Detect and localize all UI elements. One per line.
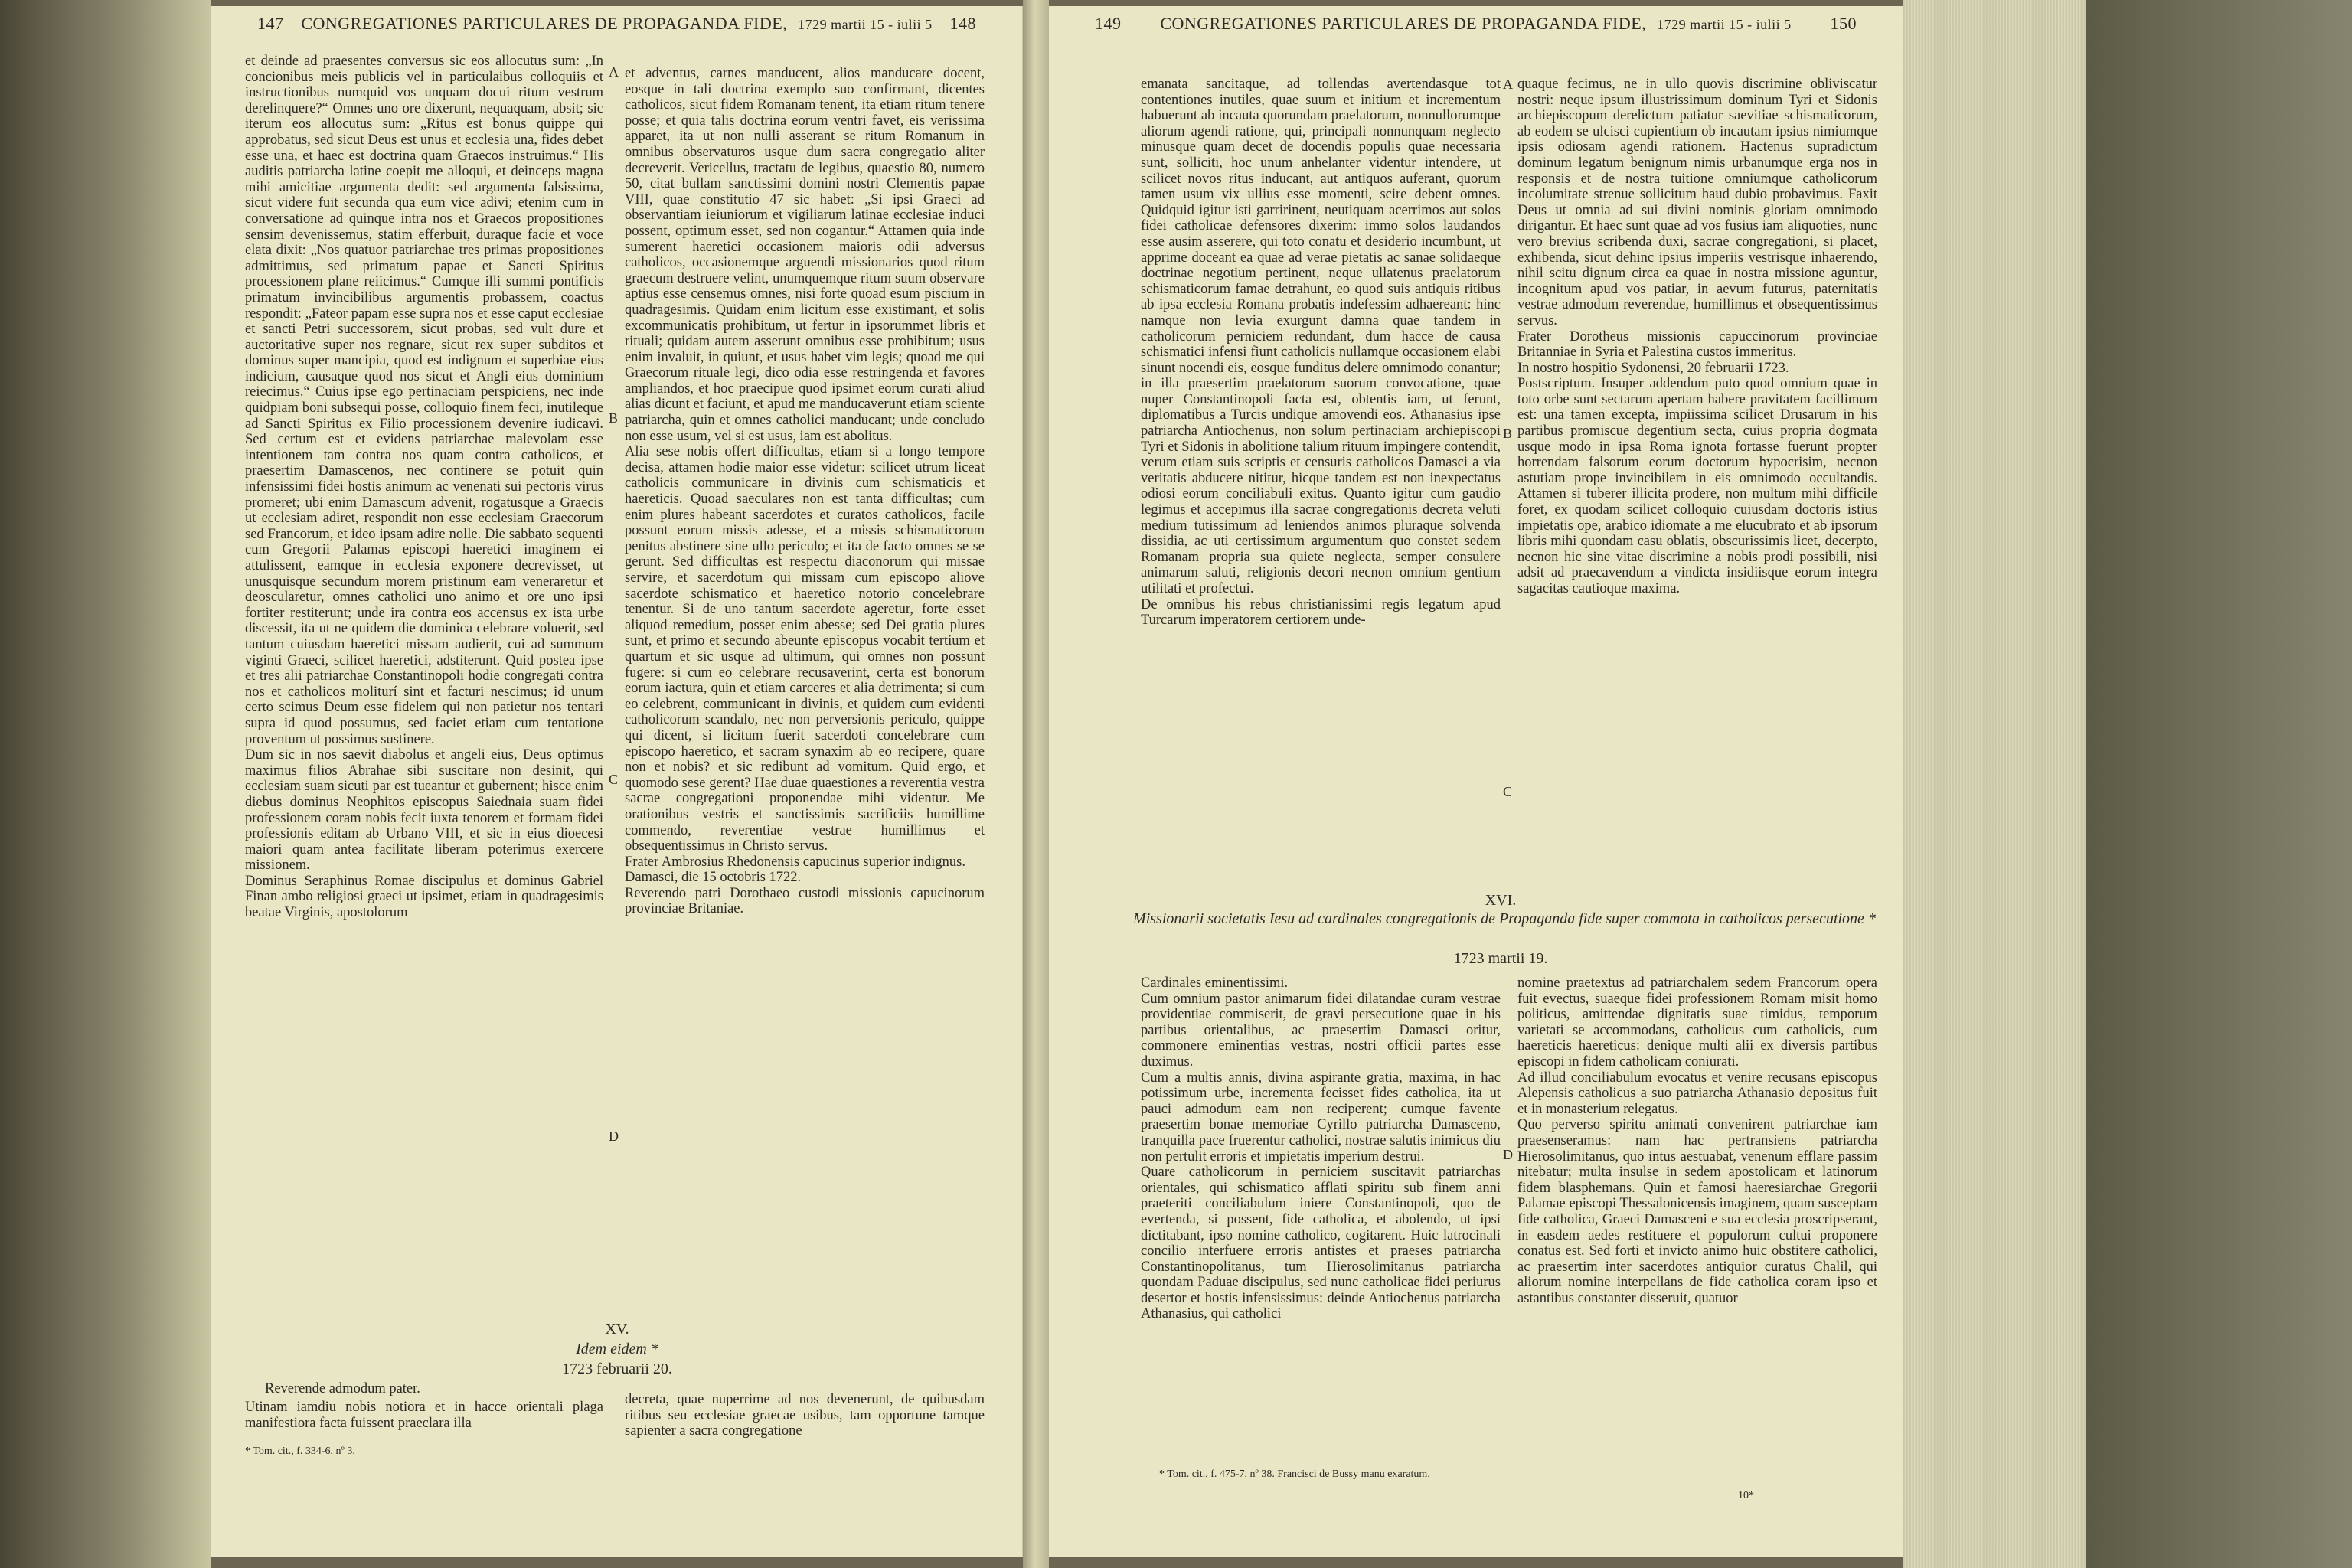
book-cover <box>2086 0 2352 1568</box>
section-date: 1723 martii 19. <box>1453 950 1548 967</box>
page-number: 148 <box>949 14 976 33</box>
margin-letter: D <box>1503 1147 1513 1162</box>
section-date: 1723 februarii 20. <box>562 1361 672 1377</box>
running-head-left <box>257 14 976 44</box>
section-title: Idem eidem * <box>576 1341 658 1357</box>
section-number: XVI. <box>1485 892 1517 909</box>
running-head-right <box>1095 14 1857 44</box>
book-gutter <box>1023 0 1049 1568</box>
margin-letter: A <box>1503 77 1513 92</box>
salutation: Reverende admodum pater. <box>265 1381 420 1396</box>
footnote: * Tom. cit., f. 334-6, nº 3. <box>245 1446 355 1457</box>
text-column-right: et adventus, carnes manducent, alios manducare docent, eosque in tali doctrina exemplo suo confirmant, dicentes catholicos, sicut fidem Romanam tenent, ita etiam ritum tenere posse; et quia talis doctrina eorum ventri favet, eis verissima apparet, ita ut non nulli asserant se ritum Romanum in omnibus observaturos usque dum sacra congregatio aliter decreverit. Vericellus, tractatu de legibus, quaestio 80, numero 50, citat bullam sanctissimi domini nostri Clementis papae VIII, quae constitutio 47 sic habet: „Si ipsi Graeci ad observantiam ieiuniorum et vigiliarum latinae ecclesiae induci possent, optimum esset, sed non cogantur.“ Attamen quia inde sumerent haeretici occasionem maioris odii adversus catholicos, occasionemque arguendi missionarios quod ritum graecum destruere velint, unumquemque ritum suum observare aptius esse censemus omnes, nisi forte quoad esum piscium in quadragesimis. Quidam enim licitum esse existimant, et solis excommunicatis prohibitum, ut fertur in ipsorummet libris et rituali; quidam autem asserunt omnibus esse prohibitum; usus enim invaluit, in quiunt, et usus habet vim legis; quoad me qui Graecorum rituale legi, dico odia esse restringenda et favores ampliandos, et hoc praecipue quod ipsimet eorum curati aliud alias dicunt et faciunt, et apud me manducaverunt etiam sciente patriarcha, quin et omnes catholici manducant; unde concludo non esse usum, vel si est usus, iam est abolitus. Alia sese nobis offert difficultas, etiam si a longo tempore decisa, attamen hodie maior esse videtur: scilicet utrum liceat catholicis communicare in divinis cum schismaticis et haereticis. Quoad saeculares non est tanta difficultas; cum enim plures habeant sacerdotes et curatos catholicos, facile possunt eorum missis adesse, et a missis schismaticorum penitus abstinere sine ullo periculo; et ita de facto omnes se se gerunt. Sed difficultas est respectu diaconorum qui missae servire, et sacerdotum qui missam cum episcopo aliove sacerdote schismatico et haeretico notorio concelebrare tenentur. Si de uno tantum sacerdote ageretur, forte esset aliquod remedium, posset enim abesse; sed Dei gratia plures sunt, et primo et secundo abeunte episcopus vocabit tertium et quartum et sic usque ad ultimum, qui omnes non possunt fugere: si cum eo celebrare recusaverint, certa est bonorum eorum iactura, quin et etiam carceres et alia detrimenta; si cum eo celebrent, communicant in divinis, et quidem cum evidenti catholicorum scandalo, nec non perversionis periculo, quippe qui dicent, si licitum fuerit sacerdoti concelebrare cum episcopo haeretico, et sacram synaxim ab eo recipere, quare non et nobis? et sic redibunt ad vomitum. Quid ergo, et quomodo sese gerent? Hae duae quaestiones a reverentia vestra sacrae congregationi proponendae mihi videntur. Me orationibus vestris et sanctissimis sacrificiis humillime commendo, reverentiae vestrae humillimus et obsequentissimus in Christo servus. Frater Ambrosius Rhedonensis capucinus superior indignus. Damasci, die 15 octobris 1722. Reverendo patri Dorothaeo custodi missionis capucinorum provinciae Britaniae. <box>625 66 985 917</box>
footnote: * Tom. cit., f. 475-7, nº 38. Francisci de Bussy manu exaratum. <box>1159 1468 1430 1480</box>
margin-letter: C <box>1503 784 1513 799</box>
text-column-right: decreta, quae nuperrime ad nos devenerunt, de quibusdam ritibus seu ecclesiae graecae usibus, tam opportune tamque sapienter a sacra congregatione <box>625 1392 985 1439</box>
margin-letter: D <box>609 1129 619 1144</box>
running-title: CONGREGATIONES PARTICULARES DE PROPAGANDA FIDE, <box>301 14 788 33</box>
section-title: Missionarii societatis Iesu ad cardinales congregationis de Propaganda fide super commota in catholicos persecutione * <box>1133 910 1876 927</box>
page-number: 147 <box>257 14 284 33</box>
margin-letter: B <box>1503 426 1513 441</box>
running-dates: 1729 martii 15 - iulii 5 <box>798 17 933 32</box>
text-column-left: et deinde ad praesentes conversus sic eos allocutus sum: „In concionibus meis publicis vel in particulaibus colloquiis et instructionibus numquid vos unquam docui ritum vestrum derelinquere?“ Omnes uno ore dixerunt, nequaquam, absit; sic iterum eos allocutus sum: „Ritus est bonus quippe qui approbatus, sed sicut Deus est unus et ecclesia una, fides debet esse una, et haec est doctrina quam Graecos instruimus.“ His auditis patriarcha latine coepit me alloqui, et deinceps magna mihi amicitiae argumenta dedit: sed argumenta falsissima, sicut videre fuit secunda qua eum vice adivi; etenim cum in conversatione ad quinque intra nos et Graecos propositiones sensim devenissemus, statim efferbuit, duraque facie et voce elata dixit: „Nos quatuor patriarchae tres primas propositiones admittimus, sed primatum papae et Sancti Spiritus processionem plane reiicimus.“ Cumque illi summi pontificis primatum invincibilibus argumentis probassem, coactus respondit: „Fateor papam esse supra nos et esse caput ecclesiae et sancti Petri successorem, sicut probas, sed vult dure et auctoritative super nos regnare, sicut rex super subditos et dominus super mancipia, quod est indignum et superbiae eius indicium, causaque quod nos sicut et Angli eius dominium reiecimus.“ Cuius ipse ego pertinaciam perspiciens, nec inde quidpiam boni subsequi posse, colloquio finem feci, inutileque ad Sancti Spiritus ex Filio processionem devenire iudicavi. Sed certum est et evidens patriarchae malevolam esse intentionem tam contra nos quam contra catholicos, et praesertim Damascenos, nec continere se potuit quin infensissimi fidei hostis animum ac venenati sui pectoris virus promeret; ubi enim Damascum advenit, rogatusque a Graecis ut ecclesiam adiret, respondit non esse ecclesiam Graecorum sed Francorum, et ideo ipsam adire nolle. Die sabbato sequenti cum Gregorii Palamas episcopi haeretici imaginem ei attulissent, eamque in ecclesia exponere decrevisset, ut unusquisque secundum morem pristinum eam veneraretur et deoscularetur, omnes catholici uno animo et ore uno ipsi fortiter restiterunt; unde ira contra eos accensus ex ista urbe discessit, ita ut ne quidem die dominica celebrare voluerit, sed tantum cuiusdam haeretici missam audierit, cui ad summum viginti Graeci, scilicet haeretici, adstiterunt. Quid postea ipse et tres alii patriarchae Constantinopoli hodie congregati contra nos et catholicos moliturí sint et facturi nescimus; id unum certo scimus Deum esse fidelem qui non patietur nos tentari supra id quod possumus, sed faciet etiam cum tentatione proventum ut possimus sustinere. Dum sic in nos saevit diabolus et angeli eius, Deus optimus maximus filios Abrahae sibi suscitare non desinit, qui ecclesiam suam sicuti par est tueantur et gubernent; hisce enim diebus dominus Neophitos episcopus Saiednaia suam fidei professionem coram nobis fecit iuxta tenorem et formam fidei professionis editam ab Urbano VIII, et sic in eius dioecesi maiori quam antea facilitate liberam poterimus exercere missionem. Dominus Seraphinus Romae discipulus et dominus Gabriel Finan ambo religiosi graeci ut ipsimet, etiam in quadragesimis beatae Virginis, apostolorum <box>245 54 603 921</box>
margin-letter: A <box>609 64 619 80</box>
text-column-left: Cardinales eminentissimi. Cum omnium pastor animarum fidei dilatandae curam vestrae providentiae commiserit, de gravi persecutione quae in his partibus orientalibus, ac praesertim Damasci oritur, commonere eminentias vestras, nostri officii partes esse duximus. Cum a multis annis, divina aspirante gratia, maxima, in hac potissimum urbe, incrementa fecisset fides catholica, ita ut pauci admodum eam non reciperent; cumque favente praesertim bonae memoriae Cyrillo patriarcha Damasceno, tranquilla pace fruerentur catholici, nostrae salutis inimicus diu non pertulit erroris et impietatis imperium destrui. Quare catholicorum in perniciem suscitavit patriarchas orientales, qui schismatico afflati spiritu sub finem anni praeteriti conciliabulum iniere Constantinopoli, quo de evertenda, si possent, fide catholica, et abolendo, ut ipsi dictitabant, ipso nomine catholico, cogitarent. Huic latrocinali concilio interfuere erroris antistes et praeses patriarcha Constantinopolitanus, tum Hierosolimitanus patriarcha quondam Paduae discipulus, sed nunc catholicae fidei periurus desertor et hostis infensissimus: deinde Antiochenus patriarcha Athanasius, qui catholici <box>1141 975 1501 1322</box>
page-stack <box>1903 0 2086 1568</box>
left-page <box>211 6 1023 1557</box>
text-column-right: nomine praetextus ad patriarchalem sedem Francorum opera fuit evectus, suaeque fidei professionem Romam misit homo politicus, amittendae dignitatis suae timidus, temporum varietati se accommodans, catholicus cum catholicis, cum haereticis haereticus: denique multi alii ex diversis partibus episcopi in fidem catholicam coniurati. Ad illud conciliabulum evocatus et venire recusans episcopus Alepensis catholicus a suo patriarcha Athanasio depositus fuit et in monasterium relegatus. Quo perverso spiritu animati convenirent patriarchae iam praesenseramus: nam hac pertransiens patriarcha Hierosolimitanus, quo intus aestuabat, venenum efflare passim nitebatur; multa insulse in sedem apostolicam et latinorum fidem blasphemans. Quin et famosi haeresiarchae Gregorii Palamae episcopi Thessalonicensis imaginem, quam susceptam fide catholica, Graeci Damasceni e sua ecclesia proscripserant, in easdem aedes restituere et populorum cultui proponere conatus est. Sed forti et invicto animo huic obstitere catholici, ac praesertim inter sacerdotes antiquior curatus Chalil, qui aliorum nomine interpellans de fide catholica coram ipso et astantibus constanter disseruit, quatuor <box>1517 975 1877 1306</box>
signature-mark: 10* <box>1738 1490 1754 1501</box>
section-number: XV. <box>605 1321 629 1338</box>
running-title: CONGREGATIONES PARTICULARES DE PROPAGANDA FIDE, <box>1160 14 1647 33</box>
right-page <box>1049 6 1903 1557</box>
text-column-left: emanata sancitaque, ad tollendas avertendasque tot contentiones inutiles, quae suum et initium et incrementum habuerunt ab incauta quorundam praelatorum, nonnullorumque aliorum agendi ratione, qui, principali nonnunquam neglecto minusque quam decet de docendis populis quae necessaria sunt, solliciti, hoc unum anhelanter videntur intendere, ut scilicet novos ritus inducant, aut antiquos auferant, quorum tamen usum vix ullius esse momenti, scire debent omnes. Quidquid igitur isti garririnent, neutiquam acerrimos aut solos fidei catholicae defensores dixerim: immo solos laudandos esse ausim asserere, qui toto conatu et desiderio incumbunt, ut apprime doceant ea quae ad verae pietatis ac sanae solidaeque doctrinae negotium pertinent, neque ullatenus praelatorum schismaticorum famae detrahunt, eo quod suis antiquis ritibus ab ipsa ecclesia Romana probatis indefessim adhaereant: hinc namque non levia exurgunt damna quae tandem in catholicorum perniciem redundant, dum hacce de causa schismatici infensi fiunt catholicis nullamque occasionem elabi sinunt nocendi eis, eosque funditus delere omnimodo conantur; in illa praesertim praelatorum suorum convocatione, quae nuper Constantinopoli facta est, obtentis iam, ut ferunt, diplomatibus a Turcis undique amovendi eos. Athanasius ipse patriarcha Antiochenus, non solum pertinaciam archiepiscopi Tyri et Sidonis in abolitione talium rituum impingere contendit, verum etiam suis scriptis et censuris catholicos Damasci a via veritatis abducere nititur, hicque tandem est non inexpectatus odiosi eorum conciliabuli exitus. Quanto igitur cum gaudio legimus et accepimus illa sacrae congregationis decreta veluti medium tutissimum ad leniendos animos pluraque solvenda dissidia, ac uti certissimum argumentum quo constet sedem Romanam propria sua quiete neglecta, semper consulere animarum saluti, religionis decori necnon omnium gentium utilitati et profectui. De omnibus his rebus christianissimi regis legatum apud Turcarum imperatorem certiorem unde- <box>1141 77 1501 629</box>
book-left-edge <box>0 0 211 1568</box>
margin-letter: C <box>609 772 619 787</box>
margin-letter: B <box>609 410 619 426</box>
page-number: 150 <box>1830 14 1857 33</box>
page-number: 149 <box>1095 14 1122 33</box>
text-column-right: quaque fecimus, ne in ullo quovis discrimine obliviscatur nostri: neque ipsum illustrissimum dominum Tyri et Sidonis archiepiscopum derelictum patiatur saevitiae schismaticorum, ab eodem se ulcisci cupientium ob incautam ipsius nimiumque ipsis odiosam agendi rationem. Hactenus supradictum dominum legatum benignum nimis urbanumque erga nos in responsis et de nostra tuitione omniumque catholicorum incolumitate strenue sollicitum haud dubio probavimus. Faxit Deus ut omnia ad sui divini nominis gloriam omnimodo dirigantur. Et haec sunt quae ad vos fusius iam aliquoties, nunc vero brevius scribenda duxi, sacrae congregationi, si placet, exhibenda, sicut dehinc ipsius imperiis vestrisque inhaerendo, nihil scitu dignum circa ea quae in nostra missione aguntur, incognitum apud vos patiar, in aevum futurus, paternitatis vestrae admodum reverendae, humillimus et obsequentissimus servus. Frater Dorotheus missionis capuccinorum provinciae Britanniae in Syria et Palestina custos immeritus. In nostro hospitio Sydonensi, 20 februarii 1723. Postscriptum. Insuper addendum puto quod omnium quae in toto orbe sunt sectarum apertam habere pravitatem facillimum est: una tamen excepta, impiissima scilicet Drusarum in his partibus promiscue degentium secta, cuius propria dogmata usque modo in ipsa Roma ignota fortasse fuerunt propter horrendam falsorum eorum doctorum hypocrisim, necnon astutiam prope invincibilem in eis omnimodo occultandis. Attamen si tuberer illicita prodere, non multum mihi difficile foret, ex quodam scilicet colloquio cuiusdam doctoris istius impietatis ope, arabico idiomate a me elucubrato et ab ipsorum libris mihi quondam casu oblatis, obscurissimis licet, decerpto, necnon hic sine vitae discrimine a nobis prodi possibili, nisi adsit ad praecavendum a vindicta insidiisque eorum integra sagacitas cautioque maxima. <box>1517 77 1877 596</box>
running-dates: 1729 martii 15 - iulii 5 <box>1657 17 1792 32</box>
text-column-left: Utinam iamdiu nobis notiora et in hacce orientali plaga manifestiora facta fuissent praeclara illa <box>245 1400 603 1431</box>
